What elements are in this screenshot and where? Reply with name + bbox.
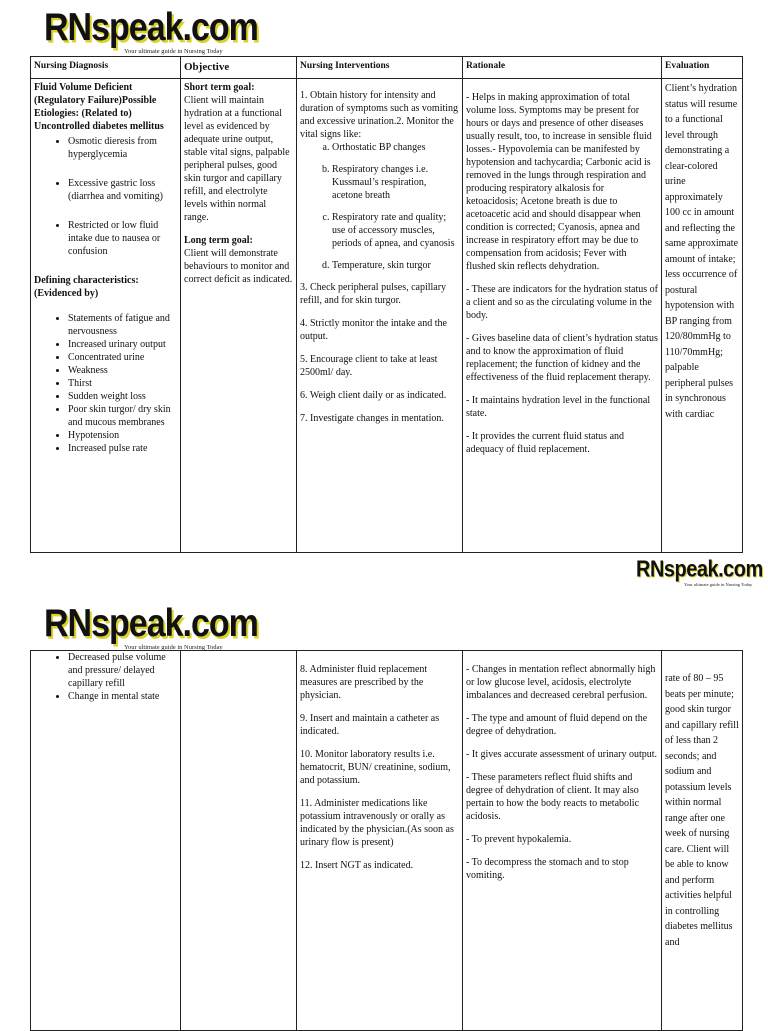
rationale-item: - These are indicators for the hydration status of a client and so as the circulating volume in the body. — [466, 284, 658, 321]
intervention-item: 9. Insert and maintain a catheter as indicated. — [300, 713, 440, 737]
objective-cell — [181, 79, 297, 553]
list-item: • Hypotension — [68, 429, 177, 442]
list-item: b. Respiratory changes i.e. Kussmaul’s respiration, acetone breath — [332, 163, 459, 202]
short-term-goal-title: Short term goal: — [184, 82, 255, 93]
list-item: • Restricted or low fluid intake due to nausea or confusion — [68, 219, 177, 258]
list-item: c. Respiratory rate and quality; use of accessory muscles, periods of apnea, and cyanosis — [332, 211, 459, 250]
rationale-item: - The type and amount of fluid depend on the degree of dehydration. — [466, 713, 648, 737]
defining-title: Defining characteristics: (Evidenced by) — [34, 275, 139, 299]
rationale-cell — [463, 79, 662, 553]
logo-text: RNspeak.com — [44, 601, 258, 646]
rationale-item: - Helps in making approximation of total volume loss. Symptoms may be present for hours or days and presence of other diseases usually result, too, to increase in sensible fluid losses.- Hypovolemia can be manifested by hypotension and tachycardia; Carbonic acid is removed in the lungs through respiration and producing respiratory alkalosis for ketoacidosis; Acetone breath is due to acetoacetic acid and should disappear when condition is corrected; Cyanosis, apnea and increase in respiratory effort may be due to compensation from acidosis; Fever with flushed skin reflects dehydration. — [466, 92, 652, 272]
list-item: d. Temperature, skin turgor — [332, 259, 459, 272]
list-item: • Statements of fatigue and nervousness — [68, 312, 177, 338]
intervention-item: 3. Check peripheral pulses, capillary refill, and for skin turgor. — [300, 282, 447, 306]
rationale-item: - These parameters reflect fluid shifts and degree of dehydration of client. It may also pertain to how the body reacts to metabolic acidosis. — [466, 772, 640, 822]
care-plan-table-page2 — [30, 650, 743, 1031]
intervention-item: 8. Administer fluid replacement measures are prescribed by the physician. — [300, 664, 428, 701]
header-objective: Objective — [181, 57, 297, 79]
list-item: • Concentrated urine — [68, 351, 177, 364]
list-item: • Increased urinary output — [68, 338, 177, 351]
evaluation-cell: Client’s hydration status will resume to a functional level through demonstrating a clear-colored urine approximately 100 cc in amount and reflecting the same approximate amount of intake; less occurrence of postural hypotension with BP ranging from 120/80mmHg to 110/70mmHg; palpable peripheral pulses in synchronous with cardiac — [662, 79, 743, 553]
rationale-item: - It gives accurate assessment of urinary output. — [466, 749, 658, 760]
intervention-item: 10. Monitor laboratory results i.e. hematocrit, BUN/ creatinine, sodium, and potassium. — [300, 749, 451, 786]
logo-text: RNspeak.com — [636, 556, 763, 583]
list-item: • Increased pulse rate — [68, 442, 177, 455]
header-nursing-interventions: Nursing Interventions — [297, 57, 463, 79]
etiologies-list — [34, 135, 177, 258]
list-item: a. Orthostatic BP changes — [332, 141, 459, 154]
content-row — [31, 651, 743, 1031]
header-rationale: Rationale — [463, 57, 662, 79]
vital-signs-list — [300, 141, 459, 272]
rationale-item: - Changes in mentation reflect abnormally high or low glucose level, acidosis, electrolyte imbalances and decreased cerebral perfusion. — [466, 664, 656, 701]
header-evaluation: Evaluation — [662, 57, 743, 79]
diagnosis-cell — [31, 651, 181, 1031]
list-item: • Weakness — [68, 364, 177, 377]
rationale-item: - It provides the current fluid status and adequacy of fluid replacement. — [466, 431, 625, 455]
content-row — [31, 79, 743, 553]
rnspeak-logo-footer — [636, 556, 763, 590]
rationale-item: - Gives baseline data of client’s hydration status and to know the approximation of fluid replacement; the function of kidney and the effectiveness of the fluid replacement therapy. — [466, 333, 658, 383]
list-item: • Poor skin turgor/ dry skin and mucous membranes — [68, 403, 177, 429]
intervention-item: 4. Strictly monitor the intake and the output. — [300, 318, 447, 342]
list-item: • Decreased pulse volume and pressure/ delayed capillary refill — [68, 651, 177, 690]
diagnosis-cell — [31, 79, 181, 553]
list-item: • Excessive gastric loss (diarrhea and vomiting) — [68, 177, 177, 203]
characteristics-list — [34, 651, 177, 703]
rationale-item: - To prevent hypokalemia. — [466, 834, 572, 845]
intervention-item: 7. Investigate changes in mentation. — [300, 413, 444, 424]
header-row — [31, 57, 743, 79]
logo-tagline: Your ultimate guide in Nursing Today — [124, 644, 223, 651]
list-item: • Osmotic dieresis from hyperglycemia — [68, 135, 177, 161]
list-item: • Thirst — [68, 377, 177, 390]
interventions-cell — [297, 79, 463, 553]
rationale-item: - To decompress the stomach and to stop vomiting. — [466, 857, 629, 881]
logo-tagline: Your ultimate guide in Nursing Today — [684, 582, 753, 587]
long-term-goal-text: Client will demonstrate behaviours to monitor and correct deficit as indicated. — [184, 248, 293, 285]
logo-text: RNspeak.com — [44, 5, 258, 50]
long-term-goal-title: Long term goal: — [184, 235, 253, 246]
rationale-item: - It maintains hydration level in the functional state. — [466, 395, 651, 419]
intervention-item: 11. Administer medications like potassium intravenously or orally as indicated by the physician.(As soon as urinary flow is present) — [300, 798, 454, 848]
interventions-cell — [297, 651, 463, 1031]
rnspeak-logo-page2 — [44, 601, 258, 652]
logo-tagline: Your ultimate guide in Nursing Today — [124, 48, 223, 55]
header-nursing-diagnosis: Nursing Diagnosis — [31, 57, 181, 79]
list-item: • Sudden weight loss — [68, 390, 177, 403]
short-term-goal-text: Client will maintain hydration at a functional level as evidenced by adequate urine output, stable vital signs, palpable peripheral pulses, good skin turgor and capillary refill, and electrolyte levels within normal range. — [184, 95, 290, 223]
care-plan-table-page1 — [30, 56, 743, 553]
intervention-item: 6. Weigh client daily or as indicated. — [300, 390, 447, 401]
characteristics-list — [34, 312, 177, 455]
intervention-item: 1. Obtain history for intensity and duration of symptoms such as vomiting and excessive urination.2. Monitor the vital signs like: — [300, 90, 459, 140]
intervention-item: 12. Insert NGT as indicated. — [300, 860, 414, 871]
rationale-cell — [463, 651, 662, 1031]
objective-cell — [181, 651, 297, 1031]
list-item: • Change in mental state — [68, 690, 177, 703]
diagnosis-title: Fluid Volume Deficient (Regulatory Failure)Possible Etiologies: (Related to) Uncontrolled diabetes mellitus — [34, 82, 164, 132]
rnspeak-logo-top — [44, 5, 258, 56]
evaluation-cell: rate of 80 – 95 beats per minute; good skin turgor and capillary refill of less than 2 seconds; and sodium and potassium levels within normal range after one week of nursing care. Client will be able to know and perform activities helpful in controlling diabetes mellitus and — [662, 651, 743, 1031]
intervention-item: 5. Encourage client to take at least 2500ml/ day. — [300, 354, 438, 378]
